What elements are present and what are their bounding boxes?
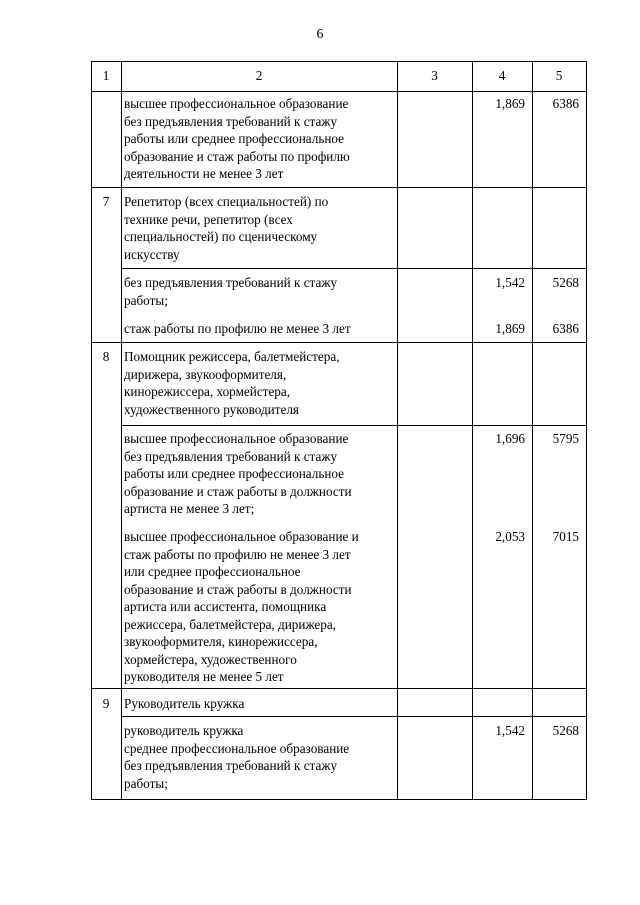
header-cell: 4 xyxy=(498,68,506,83)
table-line xyxy=(121,716,587,717)
table-line xyxy=(397,61,398,800)
table-line xyxy=(586,61,587,800)
row-description: высшее профессиональное образование без предъявления требований к стажу работы или среднее профессиональное образование и стаж работы по профилю деятельности не менее 3 лет xyxy=(124,96,350,181)
row-coefficient: 1,542 xyxy=(495,723,525,738)
header-cell: 5 xyxy=(555,68,563,83)
table-line xyxy=(121,61,122,800)
row-coefficient: 2,053 xyxy=(495,529,525,544)
header-cell: 3 xyxy=(431,68,438,83)
row-description: высшее профессиональное образование без предъявления требований к стажу работы или среднее профессиональное образование и стаж работы в должности артиста не менее 3 лет; xyxy=(124,431,352,516)
row-salary: 7015 xyxy=(552,529,579,544)
row-description: руководитель кружка среднее профессиональное образование без предъявления требований к стажу работы; xyxy=(124,723,350,791)
table-line xyxy=(91,61,587,62)
row-description: высшее профессиональное образование и стаж работы по профилю не менее 3 лет или среднее профессиональное образование и стаж работы в должности артиста или ассистента, помощника режиссера, балетмейстера, дирижера, звукооформителя, кинорежиссера, хормейстера, художественного руководителя не менее 5 лет xyxy=(124,529,359,684)
row-coefficient: 1,869 xyxy=(495,321,525,336)
table-line xyxy=(91,799,587,800)
salary-table xyxy=(91,61,587,800)
row-description: Помощник режиссера, балетмейстера, дирижера, звукооформителя, кинорежиссера, хормейстера, художественного руководителя xyxy=(124,349,340,417)
table-line xyxy=(121,425,587,426)
row-coefficient: 1,869 xyxy=(495,96,525,111)
table-line xyxy=(91,91,587,92)
header-cell: 1 xyxy=(102,68,110,83)
row-number: 7 xyxy=(102,194,110,209)
table-line xyxy=(91,342,587,343)
row-description: стаж работы по профилю не менее 3 лет xyxy=(124,321,351,336)
row-salary: 5795 xyxy=(552,431,579,446)
header-cell: 2 xyxy=(255,68,263,83)
row-number: 8 xyxy=(102,349,110,364)
table-line xyxy=(91,61,92,800)
page-number: 6 xyxy=(316,27,324,42)
table-line xyxy=(121,268,587,269)
row-salary: 5268 xyxy=(552,275,579,290)
row-description: Репетитор (всех специальностей) по технике речи, репетитор (всех специальностей) по сценическому искусству xyxy=(124,194,329,262)
row-description: без предъявления требований к стажу работы; xyxy=(124,275,338,308)
table-line xyxy=(91,187,587,188)
row-salary: 6386 xyxy=(552,321,579,336)
row-salary: 5268 xyxy=(552,723,579,738)
table-line xyxy=(91,688,587,689)
row-description: Руководитель кружка xyxy=(124,696,245,711)
row-coefficient: 1,542 xyxy=(495,275,525,290)
row-coefficient: 1,696 xyxy=(495,431,525,446)
row-salary: 6386 xyxy=(552,96,579,111)
row-number: 9 xyxy=(102,696,110,711)
